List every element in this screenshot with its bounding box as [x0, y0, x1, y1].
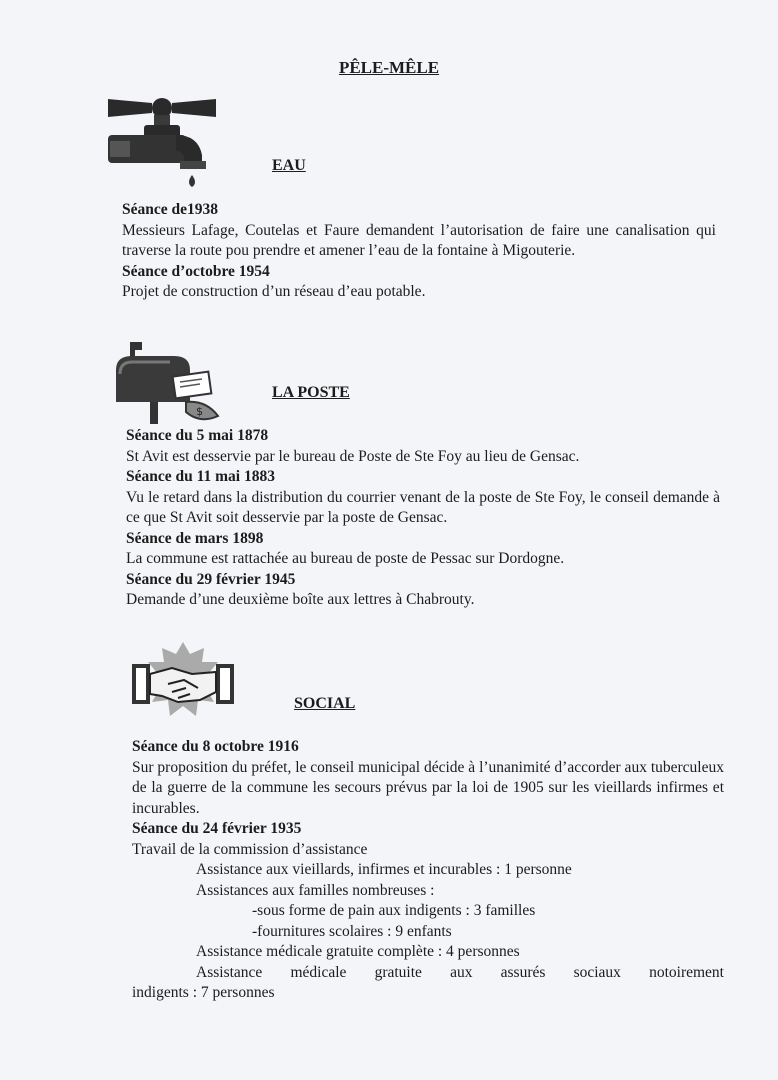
mailbox-icon	[110, 340, 224, 426]
seance-title: Séance de mars 1898	[126, 529, 264, 547]
seance-text: Travail de la commission d’assistance	[132, 840, 368, 858]
seance-text: Demande d’une deuxième boîte aux lettres à Chabrouty.	[126, 591, 475, 608]
seance-title: Séance du 24 février 1935	[132, 820, 302, 837]
seance-text: Messieurs Lafage, Coutelas et Faure demandent l’autorisation de faire une canalisation qui traverse la route pou prendre et amener l’eau de la fontaine à Migouterie.	[122, 221, 716, 259]
seance-title: Séance du 8 octobre 1916	[132, 738, 299, 755]
svg-text:$: $	[196, 405, 203, 418]
seance-text: St Avit est desservie par le bureau de Poste de Ste Foy au lieu de Gensac.	[126, 447, 580, 465]
assistance-line: Assistance médicale gratuite complète : 4 personnes	[196, 943, 520, 960]
assistance-line-continued: indigents : 7 personnes	[132, 984, 275, 1001]
section-heading-poste: LA POSTE	[272, 384, 350, 401]
assistance-line: Assistance médicale gratuite aux assurés sociaux notoirement	[196, 963, 724, 981]
assistance-line: Assistance aux vieillards, infirmes et incurables : 1 personne	[196, 861, 572, 878]
seance-title: Séance du 5 mai 1878	[126, 427, 269, 444]
seance-title: Séance du 11 mai 1883	[126, 468, 275, 485]
section-heading-eau: EAU	[272, 157, 306, 174]
assistance-line: Assistances aux familles nombreuses :	[196, 881, 435, 899]
page-title: PÊLE-MÊLE	[338, 58, 440, 77]
water-faucet-icon	[106, 95, 218, 191]
seance-text: Projet de construction d’un réseau d’eau potable.	[122, 283, 426, 300]
seance-text: La commune est rattachée au bureau de poste de Pessac sur Dordogne.	[126, 550, 565, 567]
seance-title: Séance du 29 février 1945	[126, 570, 296, 588]
assistance-subline: -fournitures scolaires : 9 enfants	[252, 922, 452, 940]
section-poste-content	[126, 426, 720, 611]
seance-title: Séance d’octobre 1954	[122, 262, 270, 280]
seance-text: Vu le retard dans la distribution du courrier venant de la poste de Ste Foy, le conseil demande à ce que St Avit soit desservie par la poste de Gensac.	[126, 488, 720, 526]
assistance-subline: -sous forme de pain aux indigents : 3 familles	[252, 902, 536, 919]
section-heading-social: SOCIAL	[294, 695, 356, 712]
seance-text: Sur proposition du préfet, le conseil municipal décide à l’unanimité d’accorder aux tuberculeux de la guerre de la commune les secours prévus par la loi de 1905 sur les vieillards infirmes et incurables.	[132, 758, 724, 817]
handshake-icon	[128, 640, 238, 726]
section-eau-content	[122, 200, 716, 303]
section-social-content	[132, 737, 724, 1004]
seance-title: Séance de1938	[122, 201, 219, 218]
